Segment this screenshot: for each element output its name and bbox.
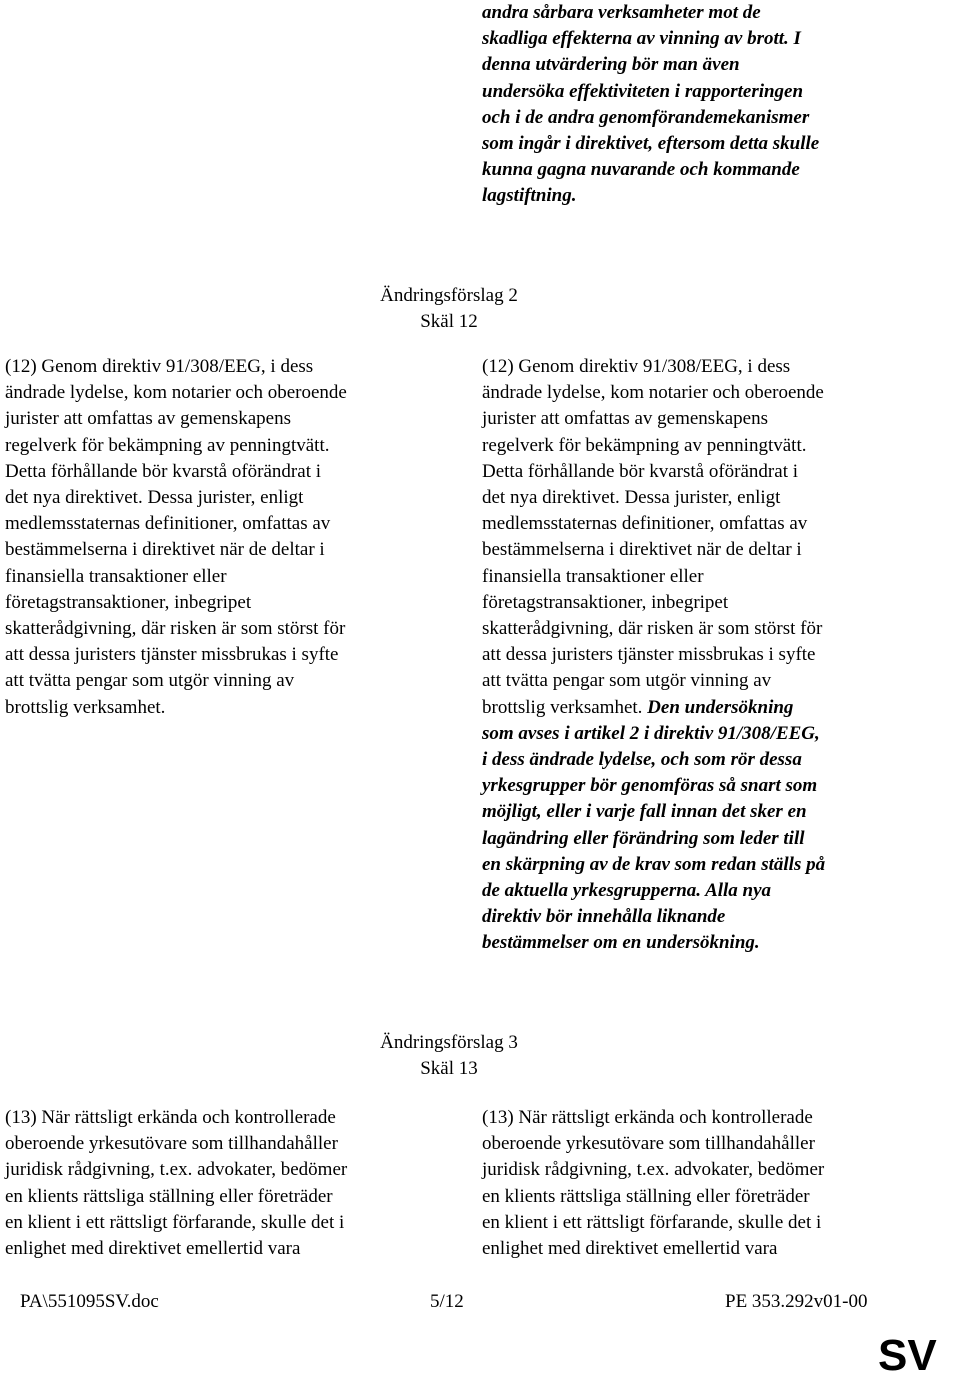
amendment-3-subtitle: Skäl 13 — [420, 1058, 478, 1079]
amendment-3-title: Ändringsförslag 3 — [380, 1032, 518, 1053]
amendment-2-amended-base: (12) Genom direktiv 91/308/EEG, i dess ändrade lydelse, kom notarier och oberoende jurister att omfattas av gemenskapens regelverk för bekämpning av penningtvätt. Detta förhållande bör kvarstå oförändrat i det nya direktivet. Dessa jurister, enligt medlemsstaternas definitioner, omfattas av bestämmelserna i direktivet när de deltar i finansiella transaktioner eller företagstransaktioner, inbegripet skatterådgivning, där risken är som störst för att dessa juristers tjänster missbrukas i syfte att tvätta pengar som utgör vinning av brottslig verksamhet. — [482, 356, 824, 718]
amendment-2-amended-addition: Den undersökning som avses i artikel 2 i direktiv 91/308/EEG, i dess ändrade lydelse, och som rör dessa yrkesgrupper bör genomföras så snart som möjligt, eller i varje fall innan det sker en lagändring eller förändring som leder till en skärpning av de krav som redan ställs på de aktuella yrkesgrupperna. Alla nya direktiv bör innehålla liknande bestämmelser om en undersökning. — [482, 696, 826, 954]
continuation-text: andra sårbara verksamheter mot de skadliga effekterna av vinning av brott. I denna utvärdering bör man även undersöka effektiviteten i rapporteringen och i de andra genomförandemekanismer som ingår i direktivet, eftersom detta skulle kunna gagna nuvarande och kommande lagstiftning. — [482, 2, 820, 207]
amendment-3-amended-text: (13) När rättsligt erkända och kontrollerade oberoende yrkesutövare som tillhandahåller juridisk rådgivning, t.ex. advokater, bedömer en klients rättsliga ställning eller företräder en klient i ett rättsligt förfarande, skulle det i enlighet med direktivet emellertid vara — [482, 1107, 825, 1260]
amendment-2-subtitle: Skäl 12 — [420, 311, 478, 332]
amendment-2-original-text: (12) Genom direktiv 91/308/EEG, i dess ändrade lydelse, kom notarier och oberoende jurister att omfattas av gemenskapens regelverk för bekämpning av penningtvätt. Detta förhållande bör kvarstå oförändrat i det nya direktivet. Dessa jurister, enligt medlemsstaternas definitioner, omfattas av bestämmelserna i direktivet när de deltar i finansiella transaktioner eller företagstransaktioner, inbegripet skatterådgivning, där risken är som störst för att dessa juristers tjänster missbrukas i syfte att tvätta pengar som utgör vinning av brottslig verksamhet. — [5, 356, 347, 718]
amendment-2-title: Ändringsförslag 2 — [380, 285, 518, 306]
footer-pe-ref: PE 353.292v01-00 — [725, 1291, 868, 1312]
footer-page-number: 5/12 — [430, 1291, 464, 1312]
amendment-2-amended-text — [482, 354, 902, 957]
language-mark: SV — [878, 1331, 937, 1380]
amendment-3-original-text: (13) När rättsligt erkända och kontrollerade oberoende yrkesutövare som tillhandahåller juridisk rådgivning, t.ex. advokater, bedömer en klients rättsliga ställning eller företräder en klient i ett rättsligt förfarande, skulle det i enlighet med direktivet emellertid vara — [5, 1107, 348, 1260]
footer-doc-ref: PA\551095SV.doc — [20, 1291, 159, 1312]
